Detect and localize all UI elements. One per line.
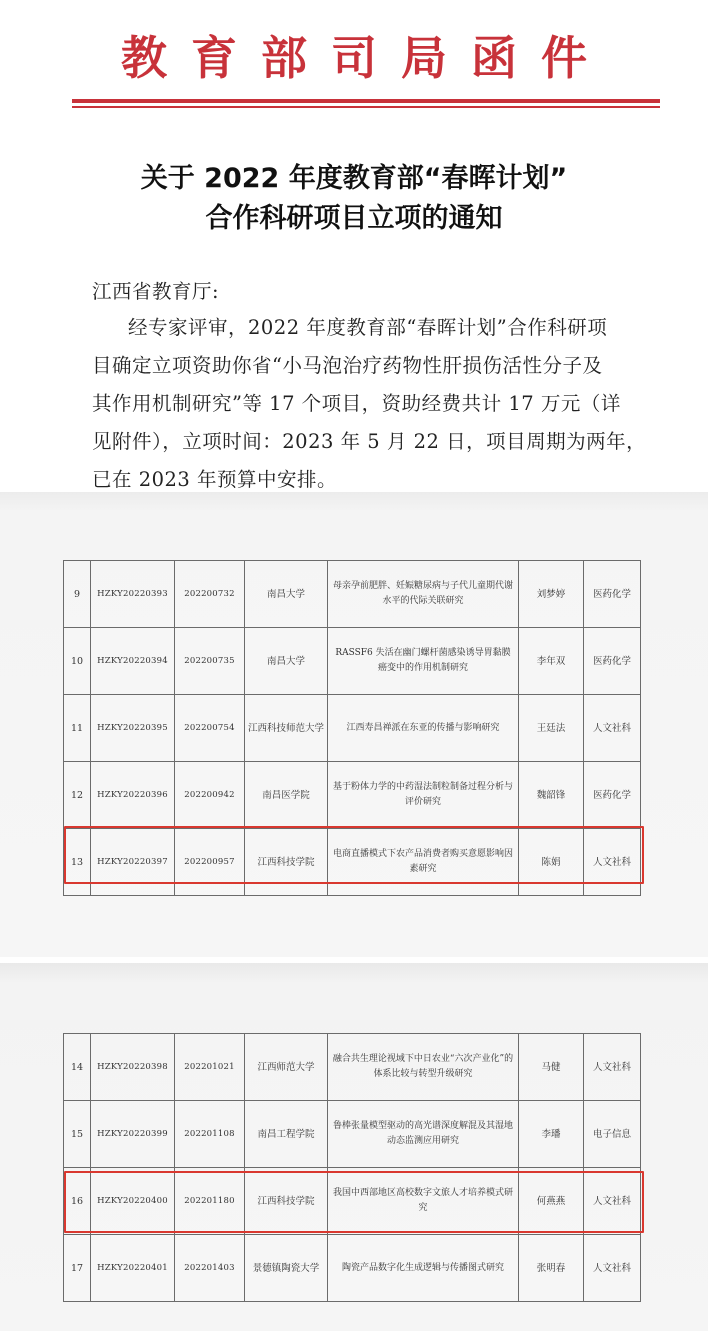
table-row xyxy=(64,628,641,695)
body-line-5: 已在 2023 年预算中安排。 xyxy=(92,468,338,491)
field: 医药化学 xyxy=(584,628,641,695)
body-line-3: 其作用机制研究”等 17 个项目，资助经费共计 17 万元（详 xyxy=(92,392,621,415)
project-code: HZKY20220393 xyxy=(91,561,175,628)
table-row xyxy=(64,762,641,829)
field: 人文社科 xyxy=(584,1235,641,1302)
masthead-rule-thin xyxy=(72,106,660,108)
project-code: HZKY20220396 xyxy=(91,762,175,829)
unit: 江西科技学院 xyxy=(245,1168,328,1235)
table-row xyxy=(64,1034,641,1101)
project-leader: 陈娟 xyxy=(519,829,584,896)
attachment-page-2 xyxy=(0,963,708,1331)
table-row-highlighted xyxy=(64,1168,641,1235)
field: 人文社科 xyxy=(584,829,641,896)
unit: 江西科技师范大学 xyxy=(245,695,328,762)
attachment-page-1 xyxy=(0,492,708,957)
project-code: HZKY20220397 xyxy=(91,829,175,896)
field: 人文社科 xyxy=(584,695,641,762)
project-title: 电商直播模式下农产品消费者购买意愿影响因素研究 xyxy=(328,829,519,896)
field: 电子信息 xyxy=(584,1101,641,1168)
application-id: 202200754 xyxy=(175,695,245,762)
unit: 南昌大学 xyxy=(245,561,328,628)
field: 医药化学 xyxy=(584,762,641,829)
masthead-rule-thick xyxy=(72,99,660,103)
unit: 南昌医学院 xyxy=(245,762,328,829)
project-leader: 刘梦婷 xyxy=(519,561,584,628)
application-id: 202201180 xyxy=(175,1168,245,1235)
unit: 南昌大学 xyxy=(245,628,328,695)
table-row xyxy=(64,695,641,762)
row-number: 17 xyxy=(64,1235,91,1302)
project-leader: 李年双 xyxy=(519,628,584,695)
application-id: 202200735 xyxy=(175,628,245,695)
project-leader: 李璠 xyxy=(519,1101,584,1168)
application-id: 202200942 xyxy=(175,762,245,829)
unit: 江西师范大学 xyxy=(245,1034,328,1101)
project-title: 陶瓷产品数字化生成逻辑与传播图式研究 xyxy=(328,1235,519,1302)
body-line-1: 经专家评审，2022 年度教育部“春晖计划”合作科研项 xyxy=(128,316,608,339)
body-line-4: 见附件），立项时间：2023 年 5 月 22 日，项目周期为两年， xyxy=(92,430,647,453)
field: 人文社科 xyxy=(584,1168,641,1235)
project-title: 江西寿昌禅派在东亚的传播与影响研究 xyxy=(328,695,519,762)
application-id: 202201021 xyxy=(175,1034,245,1101)
project-title: 我国中西部地区高校数字文旅人才培养模式研究 xyxy=(328,1168,519,1235)
field: 医药化学 xyxy=(584,561,641,628)
table-row-highlighted xyxy=(64,829,641,896)
table-row xyxy=(64,561,641,628)
application-id: 202200957 xyxy=(175,829,245,896)
row-number: 15 xyxy=(64,1101,91,1168)
row-number: 12 xyxy=(64,762,91,829)
notice-title-line1: 关于 2022 年度教育部“春晖计划” xyxy=(140,163,568,194)
project-title: 母亲孕前肥胖、妊娠糖尿病与子代儿童期代谢水平的代际关联研究 xyxy=(328,561,519,628)
row-number: 14 xyxy=(64,1034,91,1101)
project-code: HZKY20220394 xyxy=(91,628,175,695)
row-number: 13 xyxy=(64,829,91,896)
unit: 江西科技学院 xyxy=(245,829,328,896)
unit: 景德镇陶瓷大学 xyxy=(245,1235,328,1302)
table-row xyxy=(64,1235,641,1302)
application-id: 202201108 xyxy=(175,1101,245,1168)
project-code: HZKY20220398 xyxy=(91,1034,175,1101)
application-id: 202201403 xyxy=(175,1235,245,1302)
project-code: HZKY20220395 xyxy=(91,695,175,762)
row-number: 9 xyxy=(64,561,91,628)
row-number: 10 xyxy=(64,628,91,695)
body-line-2: 目确定立项资助你省“小马泡治疗药物性肝损伤活性分子及 xyxy=(92,354,603,377)
project-leader: 魏韶锋 xyxy=(519,762,584,829)
project-table-1 xyxy=(63,560,641,896)
unit: 南昌工程学院 xyxy=(245,1101,328,1168)
project-leader: 王廷法 xyxy=(519,695,584,762)
masthead: 教育部司局函件 xyxy=(121,31,611,85)
application-id: 202200732 xyxy=(175,561,245,628)
project-leader: 马健 xyxy=(519,1034,584,1101)
project-code: HZKY20220400 xyxy=(91,1168,175,1235)
table-row xyxy=(64,1101,641,1168)
notice-letter xyxy=(0,0,708,492)
project-leader: 何燕燕 xyxy=(519,1168,584,1235)
row-number: 11 xyxy=(64,695,91,762)
project-code: HZKY20220399 xyxy=(91,1101,175,1168)
project-title: 鲁棒张量模型驱动的高光谱深度解混及其湿地动态监测应用研究 xyxy=(328,1101,519,1168)
project-title: RASSF6 失活在幽门螺杆菌感染诱导胃黏膜癌变中的作用机制研究 xyxy=(328,628,519,695)
project-table-2 xyxy=(63,1033,641,1302)
project-leader: 张明春 xyxy=(519,1235,584,1302)
row-number: 16 xyxy=(64,1168,91,1235)
project-title: 融合共生理论视域下中日农业“六次产业化”的体系比较与转型升级研究 xyxy=(328,1034,519,1101)
field: 人文社科 xyxy=(584,1034,641,1101)
project-title: 基于粉体力学的中药湿法制粒制备过程分析与评价研究 xyxy=(328,762,519,829)
project-code: HZKY20220401 xyxy=(91,1235,175,1302)
notice-title-line2: 合作科研项目立项的通知 xyxy=(205,203,503,234)
addressee: 江西省教育厅: xyxy=(92,280,220,303)
